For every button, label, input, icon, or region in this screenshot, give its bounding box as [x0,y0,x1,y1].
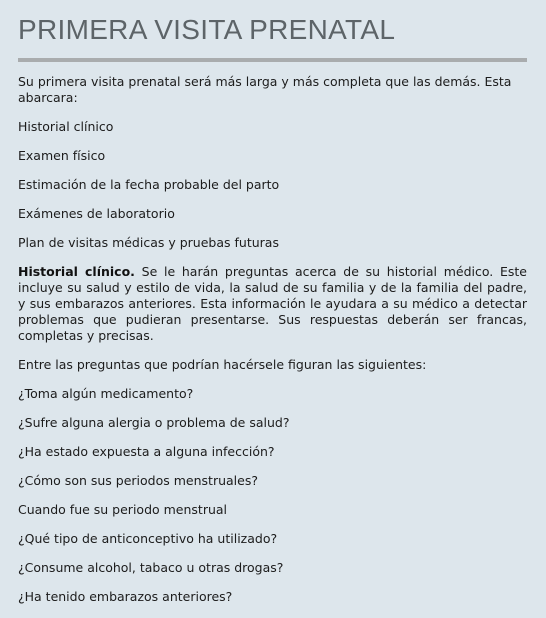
question-item: ¿Ha tenido embarazos anteriores? [18,589,233,604]
question-item: ¿Toma algún medicamento? [18,386,194,401]
question-item: ¿Sufre alguna alergia o problema de salud? [18,415,290,430]
question-item: ¿Ha estado expuesta a alguna infección? [18,444,275,459]
question-item: ¿Consume alcohol, tabaco u otras drogas? [18,560,284,575]
page-title: PRIMERA VISITA PRENATAL [18,14,396,45]
topic-item: Historial clínico [18,119,114,134]
questions-intro: Entre las preguntas que podrían hacérsele figuran las siguientes: [18,357,427,372]
article-body [18,74,527,618]
question-item: Cuando fue su periodo menstrual [18,502,228,517]
question-item: ¿Cómo son sus periodos menstruales? [18,473,258,488]
topic-item: Exámenes de laboratorio [18,206,175,221]
history-heading: Historial clínico. [18,264,135,279]
history-text: Se le harán preguntas acerca de su historial médico. Este incluye su salud y estilo de vida, la salud de su familia y de la familia del padre, y sus embarazos anteriores. Esta información le ayudara a su médico a detectar problemas que pudieran presentarse. Sus respuestas deberán ser francas, completas y precisas. [18,264,527,343]
intro-paragraph: Su primera visita prenatal será más larga y más completa que las demás. Esta abarcara: [18,74,512,105]
question-item: ¿Qué tipo de anticonceptivo ha utilizado? [18,531,278,546]
topic-item: Estimación de la fecha probable del parto [18,177,280,192]
topic-item: Plan de visitas médicas y pruebas futuras [18,235,279,250]
title-divider [18,58,527,62]
history-paragraph [18,264,527,344]
topic-item: Examen físico [18,148,106,163]
